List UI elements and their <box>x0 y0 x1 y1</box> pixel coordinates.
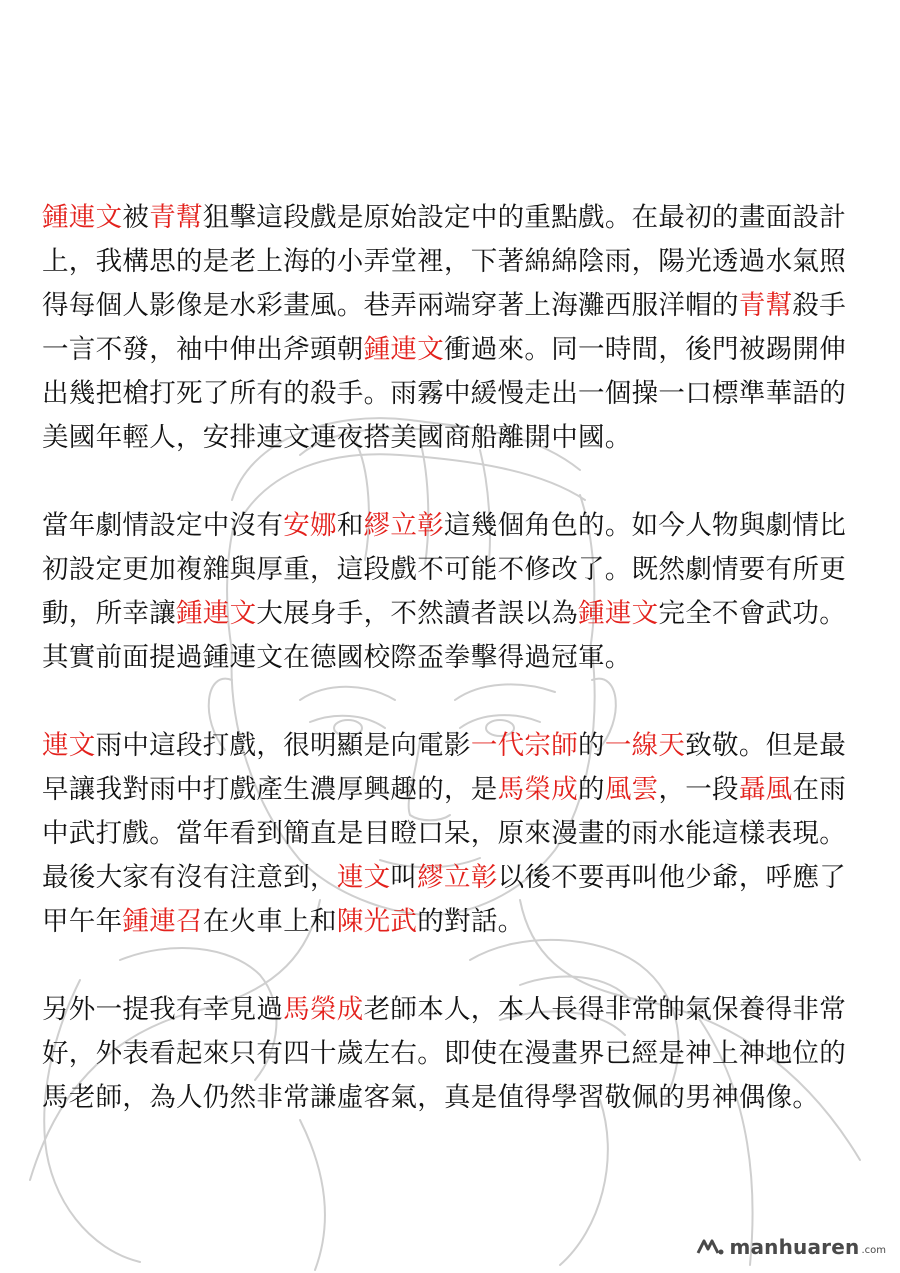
highlighted-name: 青幫 <box>738 290 793 321</box>
highlighted-name: 鍾連文 <box>42 202 123 233</box>
text-run: 叫 <box>390 862 418 893</box>
site-watermark <box>695 1235 886 1259</box>
text-run: 大展身手，不然讀者誤以為 <box>256 598 579 629</box>
highlighted-name: 一代宗師 <box>470 730 579 761</box>
text-run: 老師本人，本人長得非常帥氣保養得非常好，外表看起來只有四十歲左右。即使在漫畫界已經是神上神地位的馬老師，為人仍然非常謙虛客氣，真是值得學習敬佩的男神偶像。 <box>42 994 847 1113</box>
highlighted-name: 一線天 <box>604 730 686 761</box>
watermark-suffix: .com <box>861 1244 886 1256</box>
paragraph <box>42 988 862 1120</box>
paragraph <box>42 724 862 944</box>
manhuaren-logo-icon <box>695 1237 725 1257</box>
highlighted-name: 風雲 <box>604 774 659 805</box>
text-run: 的 <box>578 730 605 761</box>
text-run: 當年劇情設定中沒有 <box>42 510 284 541</box>
text-run: 雨中這段打戲，很明顯是向電影 <box>95 730 471 761</box>
watermark-name: manhuaren <box>729 1235 860 1259</box>
article-body <box>42 196 862 1120</box>
paragraph <box>42 196 862 460</box>
highlighted-name: 鍾連召 <box>122 906 203 937</box>
text-run: 致敬。但是最早讓我對雨中打戲產生濃厚興趣的，是 <box>42 730 847 805</box>
text-run: 衝過來。同一時間，後門被踢開伸出幾把槍打死了所有的殺手。雨霧中緩慢走出一個操一口標準華語的美國年輕人，安排連文連夜搭美國商船離開中國。 <box>42 334 847 453</box>
text-run: 被 <box>122 202 150 233</box>
highlighted-name: 安娜 <box>283 510 337 541</box>
highlighted-name: 繆立彰 <box>417 862 498 893</box>
text-run: 殺手一言不發，袖中伸出斧頭朝 <box>42 290 847 365</box>
highlighted-name: 繆立彰 <box>363 510 445 541</box>
highlighted-name: 陳光武 <box>336 906 418 937</box>
paragraph <box>42 504 862 680</box>
text-run: 另外一提我有幸見過 <box>42 994 284 1025</box>
text-run: 在火車上和 <box>202 906 337 937</box>
text-run: 的 <box>578 774 605 805</box>
highlighted-name: 鍾連文 <box>578 598 659 629</box>
text-run: 在雨中武打戲。當年看到簡直是目瞪口呆，原來漫畫的雨水能這樣表現。最後大家有沒有注意到， <box>42 774 847 893</box>
highlighted-name: 連文 <box>42 730 96 761</box>
text-run: 這幾個角色的。如今人物與劇情比初設定更加複雜與厚重，這段戲不可能不修改了。既然劇情要有所更動，所幸讓 <box>42 510 847 629</box>
highlighted-name: 鍾連文 <box>363 334 445 365</box>
highlighted-name: 馬榮成 <box>497 774 579 805</box>
text-run: 完全不會武功。其實前面提過鍾連文在德國校際盃拳擊得過冠軍。 <box>42 598 847 673</box>
highlighted-name: 連文 <box>336 862 391 893</box>
highlighted-name: 聶風 <box>738 774 793 805</box>
highlighted-name: 鍾連文 <box>176 598 257 629</box>
text-run: 狙擊這段戲是原始設定中的重點戲。在最初的畫面設計上，我構思的是老上海的小弄堂裡，下著綿綿陰雨，陽光透過水氣照得每個人影像是水彩畫風。巷弄兩端穿著上海灘西服洋帽的 <box>42 202 847 321</box>
text-run: 和 <box>336 510 364 541</box>
text-run: 的對話。 <box>417 906 525 937</box>
highlighted-name: 青幫 <box>149 202 203 233</box>
highlighted-name: 馬榮成 <box>283 994 364 1025</box>
text-run: 以後不要再叫他少爺，呼應了甲午年 <box>42 862 847 937</box>
text-run: ，一段 <box>658 774 739 805</box>
